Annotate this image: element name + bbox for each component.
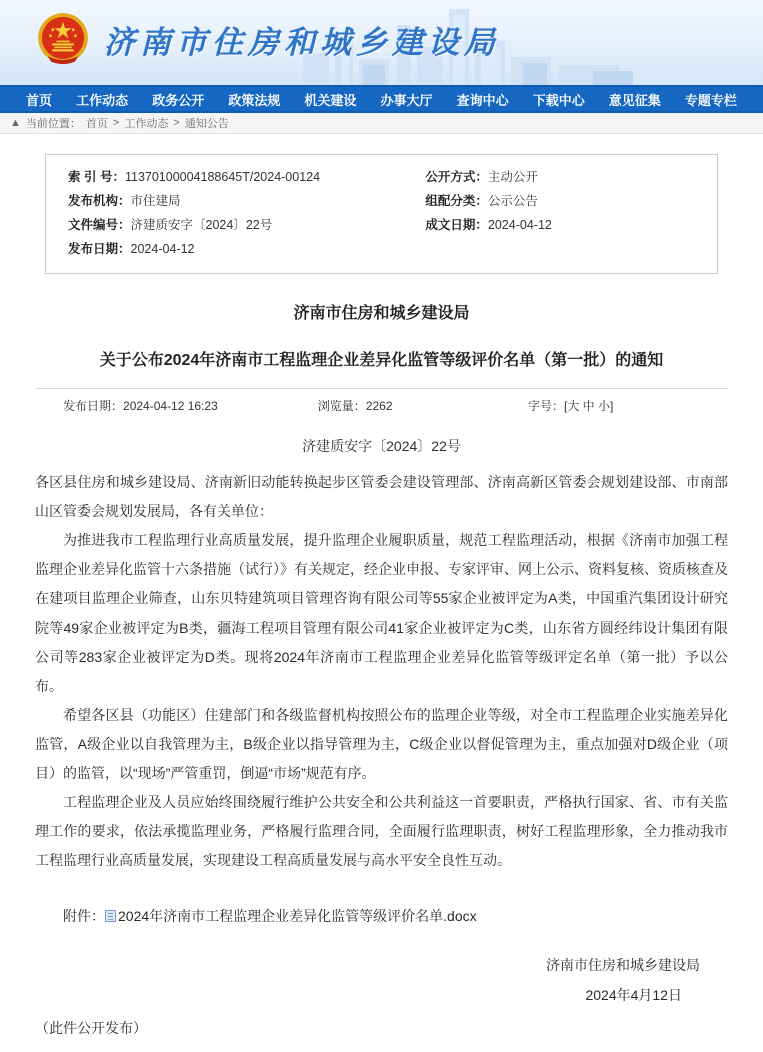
- signature-date: 2024年4月12日: [585, 986, 682, 1003]
- info-value: 市住建局: [130, 194, 181, 208]
- location-icon: ▲: [10, 116, 21, 129]
- info-row-index-number: [68, 165, 425, 189]
- page-title: 关于公布2024年济南市工程监理企业差异化监管等级评价名单（第一批）的通知: [99, 352, 664, 369]
- info-colon: ：: [118, 218, 131, 232]
- nav-item-service-hall[interactable]: 办事大厅: [380, 92, 433, 108]
- meta-publish-date: [63, 397, 318, 414]
- info-value: 11370100004188645T/2024-00124: [124, 170, 321, 184]
- attachment-label: 附件：: [63, 907, 105, 924]
- doc-number: 济建质安字〔2024〕22号: [302, 438, 461, 454]
- org-title: 济南市住房和城乡建设局: [293, 305, 470, 322]
- site-title: 济南市住房和城乡建设局: [104, 24, 500, 60]
- info-value: 2024-04-12: [130, 242, 195, 256]
- article-meta: [35, 388, 728, 414]
- info-label: 公开方式: [425, 170, 476, 184]
- fontsize-label: 字号：: [528, 399, 565, 413]
- info-col-right: [425, 165, 695, 261]
- article-body: [35, 468, 728, 876]
- info-label: 成文日期: [425, 218, 476, 232]
- info-value: 公示公告: [487, 194, 538, 208]
- info-colon: ：: [475, 194, 488, 208]
- nav-item-org-building[interactable]: 机关建设: [304, 92, 357, 108]
- nav-item-gov-info[interactable]: 政务公开: [152, 92, 205, 108]
- info-colon: ：: [118, 194, 131, 208]
- attachment-line: [35, 906, 728, 926]
- meta-views-value: 2262: [365, 399, 393, 413]
- info-label: 发布日期: [68, 242, 119, 256]
- meta-view-count: [318, 397, 528, 414]
- nav-item-policies[interactable]: 政策法规: [228, 92, 281, 108]
- info-row-doc-number: [68, 213, 425, 237]
- national-emblem-logo: [36, 12, 90, 66]
- info-row-written-date: [425, 213, 695, 237]
- breadcrumb-label: 当前位置：: [25, 118, 81, 130]
- info-row-issuing-org: [68, 189, 425, 213]
- document-info-box: [45, 154, 718, 274]
- breadcrumb: [0, 113, 763, 134]
- breadcrumb-separator: >: [173, 117, 180, 129]
- nav-item-home[interactable]: 首页: [26, 92, 53, 108]
- site-header: [0, 0, 763, 85]
- paragraph-enterprise-duties: 工程监理企业及人员应始终围绕履行维护公共安全和公共利益这一首要职责，严格执行国家、省、市有关监理工作的要求，依法承揽监理业务，严格履行监理合同，全面履行监理职责，树好工程监理形象，全力推动我市工程监理行业高质量发展，实现建设工程高质量发展与高水平安全良性互动。: [35, 794, 728, 869]
- attachment-file-link[interactable]: 2024年济南市工程监理企业差异化监管等级评价名单.docx: [118, 907, 477, 924]
- meta-font-size: [528, 397, 700, 414]
- nav-item-feedback[interactable]: 意见征集: [608, 92, 661, 108]
- info-value: 主动公开: [487, 170, 538, 184]
- doc-icon: [105, 910, 116, 922]
- nav-item-download-center[interactable]: 下载中心: [532, 92, 585, 108]
- info-colon: ：: [475, 170, 488, 184]
- meta-views-label: 浏览量：: [317, 399, 366, 413]
- signature-block: [35, 954, 728, 1007]
- breadcrumb-separator: >: [112, 117, 120, 129]
- site-brand: [36, 12, 500, 66]
- nav-item-special-topics[interactable]: 专题专栏: [684, 92, 737, 108]
- info-row-disclosure-method: [425, 165, 695, 189]
- info-colon: ：: [475, 218, 488, 232]
- fontsize-controls[interactable]: [大 中 小]: [564, 399, 614, 413]
- paragraph-supervision-requirements: 希望各区县（功能区）住建部门和各级监督机构按照公布的监理企业等级，对全市工程监理企业实施差异化监管，A级企业以自我管理为主，B级企业以指导管理为主，C级企业以督促管理为主，重点加强对D级企业（项目）的监管，以“现场”严管重罚，倒逼“市场”规范有序。: [35, 706, 728, 782]
- article-content: [0, 134, 763, 1052]
- breadcrumb-link-notices[interactable]: 通知公告: [184, 118, 229, 130]
- info-label: 发布机构: [68, 194, 119, 208]
- meta-publish-label: 发布日期：: [63, 399, 124, 413]
- nav-item-work-news[interactable]: 工作动态: [76, 92, 129, 108]
- breadcrumb-link-work-news[interactable]: 工作动态: [124, 118, 169, 130]
- info-label: 索 引 号: [68, 170, 113, 184]
- breadcrumb-link-home[interactable]: 首页: [85, 118, 108, 130]
- info-row-category: [425, 189, 695, 213]
- info-value: 2024-04-12: [487, 218, 552, 232]
- paragraph-evaluation-results: 为推进我市工程监理行业高质量发展，提升监理企业履职质量，规范工程监理活动，根据《济南市加强工程监理企业差异化监管十六条措施（试行）》有关规定，经企业申报、专家评审、网上公示、资料复核、资质核查及在建项目监理企业筛查，山东贝特建筑项目管理咨询有限公司等55家企业被评定为A类，中国重汽集团设计研究院等49家企业被评定为B类，疆海工程项目管理有限公司41家企业被评定为C类，山东省方圆经纬设计集团有限公司等283家企业被评定为D类。现将2024年济南市工程监理企业差异化监管等级评定名单（第一批）予以公布。: [35, 532, 728, 694]
- nav-item-query-center[interactable]: 查询中心: [456, 92, 509, 108]
- info-colon: ：: [112, 170, 125, 184]
- signature-agency: 济南市住房和城乡建设局: [546, 956, 700, 973]
- info-label: 文件编号: [68, 218, 119, 232]
- footer-note: （此件公开发布）: [35, 1020, 147, 1037]
- info-value: 济建质安字〔2024〕22号: [130, 218, 273, 232]
- info-row-publish-date: [68, 237, 425, 261]
- info-colon: ：: [118, 242, 131, 256]
- info-col-left: [68, 165, 425, 261]
- main-nav: [0, 85, 763, 113]
- info-label: 组配分类: [425, 194, 476, 208]
- paragraph-salutation: 各区县住房和城乡建设局、济南新旧动能转换起步区管委会建设管理部、济南高新区管委会规划建设部、市南部山区管委会规划发展局，各有关单位：: [35, 474, 728, 520]
- meta-publish-value: 2024-04-12 16:23: [123, 399, 218, 413]
